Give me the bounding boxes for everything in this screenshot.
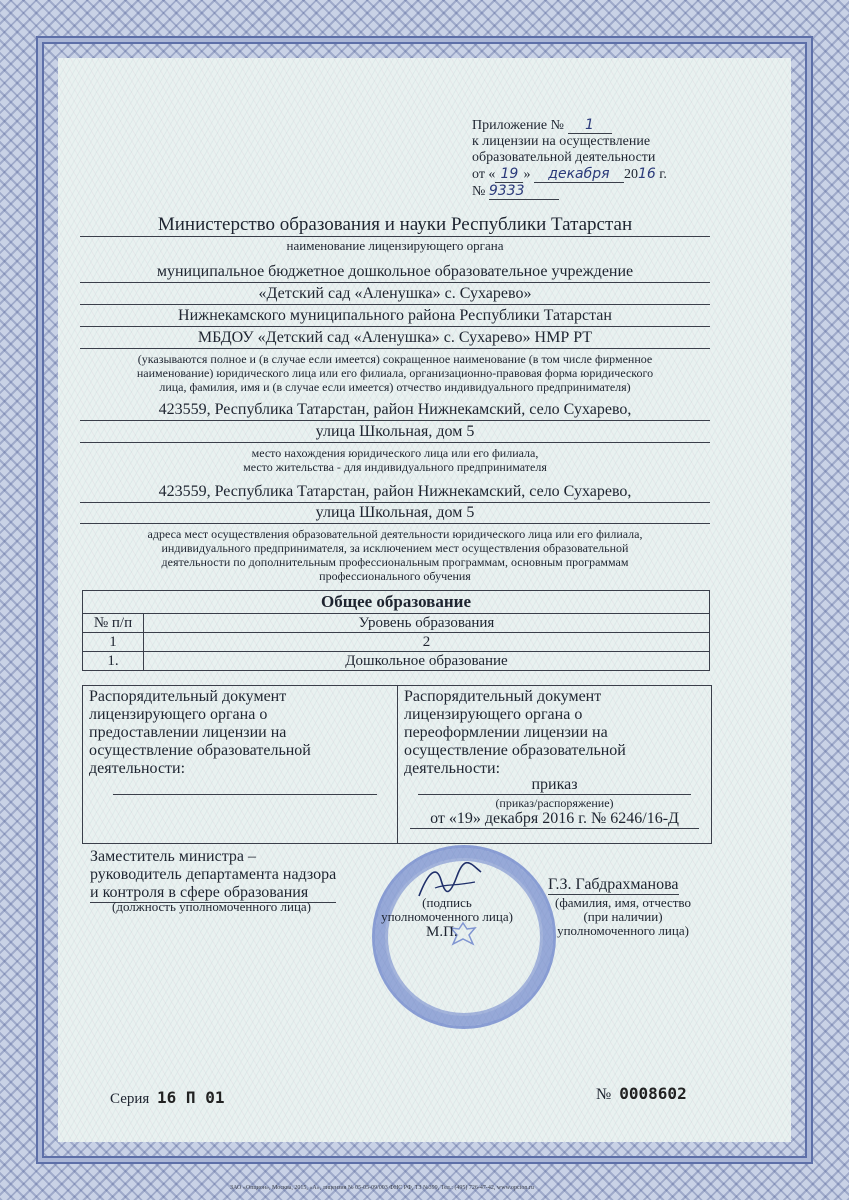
reissue-doc-line-4: осуществление образовательной xyxy=(404,742,626,759)
name-caption-3: уполномоченного лица) xyxy=(557,923,689,938)
appendix-month: декабря xyxy=(534,166,624,183)
education-table xyxy=(82,590,710,671)
grant-doc-blank-line xyxy=(113,794,377,795)
reissue-doc-type-caption: (приказ/распоряжение) xyxy=(495,796,614,810)
location-line-2: улица Школьная, дом 5 xyxy=(80,422,710,443)
org-line-2: «Детский сад «Аленушка» с. Сухарево» xyxy=(80,284,710,305)
form-number-label: № xyxy=(596,1086,612,1103)
reissue-doc-line-2: лицензирующего органа о xyxy=(404,706,583,723)
stamp-place-label: М.П. xyxy=(426,924,458,940)
reissue-doc-date-number: от «19» декабря 2016 г. № 6246/16-Д xyxy=(410,810,699,829)
education-table-title: Общее образование xyxy=(83,591,710,614)
documents-box xyxy=(82,685,712,844)
org-caption-3: лица, фамилия, имя и (в случае если имеется) отчество индивидуального предпринимателя) xyxy=(159,380,631,394)
signature-caption-2: уполномоченного лица) xyxy=(381,909,513,924)
appendix-number: 1 xyxy=(568,117,612,134)
reissue-doc-type: приказ xyxy=(418,776,691,795)
org-caption-2: наименование) юридического лица или его филиала, организационно-правовая форма юридического xyxy=(136,366,654,380)
appendix-year: 16 xyxy=(637,166,656,182)
series-block xyxy=(110,1088,224,1108)
grant-document-column xyxy=(83,686,397,843)
signatory-position xyxy=(90,848,336,903)
license-number-label: № xyxy=(472,184,486,199)
position-caption: (должность уполномоченного лица) xyxy=(112,899,312,914)
name-caption-2: (при наличии) xyxy=(583,909,663,924)
printer-imprint: ЗАО «Опцион», Москва, 2015, «А», лицензия № 05-05-09/003 ФНС РФ, ТЗ №399, Тел.: (495) 726-47-42, www.opcion.ru xyxy=(230,1185,534,1191)
grant-doc-line-3: предоставлении лицензии на xyxy=(89,724,287,741)
col-level-index: 2 xyxy=(144,633,710,652)
activity-address-line-1: 423559, Республика Татарстан, район Нижнекамский, село Сухарево, xyxy=(80,482,710,503)
form-number-block xyxy=(596,1084,687,1104)
org-caption-1: (указываются полное и (в случае если имеется) сокращенное наименование (в том числе фирменное xyxy=(137,352,653,366)
series-label: Серия xyxy=(110,1091,150,1107)
name-caption xyxy=(548,896,698,938)
signature-caption xyxy=(372,896,522,924)
activity-caption-4: профессионального обучения xyxy=(319,569,471,583)
activity-address-line-2: улица Школьная, дом 5 xyxy=(80,503,710,524)
reissue-doc-line-1: Распорядительный документ xyxy=(404,688,602,705)
name-caption-1: (фамилия, имя, отчество xyxy=(555,895,691,910)
table-row xyxy=(83,652,710,671)
col-number-header: № п/п xyxy=(83,614,144,633)
year-suffix: г. xyxy=(659,167,667,182)
activity-caption-2: индивидуального предпринимателя, за исключением мест осуществления образовательной xyxy=(161,541,629,555)
license-number: 9333 xyxy=(489,183,559,200)
grant-doc-line-5: деятельности: xyxy=(89,760,186,777)
series-value: 16 П 01 xyxy=(157,1088,225,1107)
position-line-3: и контроля в сфере образования xyxy=(90,884,336,903)
location-caption-2: место жительства - для индивидуального предпринимателя xyxy=(243,460,547,474)
date-mid: » xyxy=(523,167,531,182)
location-caption-1: место нахождения юридического лица или его филиала, xyxy=(251,446,539,460)
reissue-doc-line-5: деятельности: xyxy=(404,760,501,777)
org-line-4: МБДОУ «Детский сад «Аленушка» с. Сухарево» НМР РТ xyxy=(80,328,710,349)
year-prefix: 20 xyxy=(623,167,638,182)
appendix-day: 19 xyxy=(495,166,523,183)
org-line-1: муниципальное бюджетное дошкольное образовательное учреждение xyxy=(80,262,710,283)
appendix-block xyxy=(472,117,692,200)
licensing-body-caption: наименование лицензирующего органа xyxy=(286,238,504,253)
row-number: 1. xyxy=(83,652,144,671)
org-line-3: Нижнекамского муниципального района Республики Татарстан xyxy=(80,306,710,327)
activity-caption-3: деятельности по дополнительным профессиональным программам, основным программам xyxy=(161,555,629,569)
signatory-name: Г.З. Габдрахманова xyxy=(548,876,679,893)
location-line-1: 423559, Республика Татарстан, район Нижнекамский, село Сухарево, xyxy=(80,400,710,421)
position-line-2: руководитель департамента надзора xyxy=(90,866,337,883)
col-level-header: Уровень образования xyxy=(144,614,710,633)
col-number-index: 1 xyxy=(83,633,144,652)
form-number-value: 0008602 xyxy=(619,1084,687,1103)
row-level: Дошкольное образование xyxy=(144,652,710,671)
reissue-document-column xyxy=(397,686,711,843)
activity-caption-1: адреса мест осуществления образовательной деятельности юридического лица или его филиала, xyxy=(147,527,643,541)
grant-doc-line-4: осуществление образовательной xyxy=(89,742,311,759)
appendix-label: Приложение № xyxy=(472,118,564,133)
licensing-body-name: Министерство образования и науки Республики Татарстан xyxy=(80,214,710,237)
appendix-line-2: образовательной деятельности xyxy=(472,150,656,165)
reissue-doc-line-3: переоформлении лицензии на xyxy=(404,724,608,741)
signature-caption-1: (подпись xyxy=(422,895,472,910)
appendix-line-1: к лицензии на осуществление xyxy=(472,134,651,149)
grant-doc-line-2: лицензирующего органа о xyxy=(89,706,268,723)
grant-doc-line-1: Распорядительный документ xyxy=(89,688,287,705)
date-prefix: от « xyxy=(472,167,496,182)
position-line-1: Заместитель министра – xyxy=(90,848,256,865)
